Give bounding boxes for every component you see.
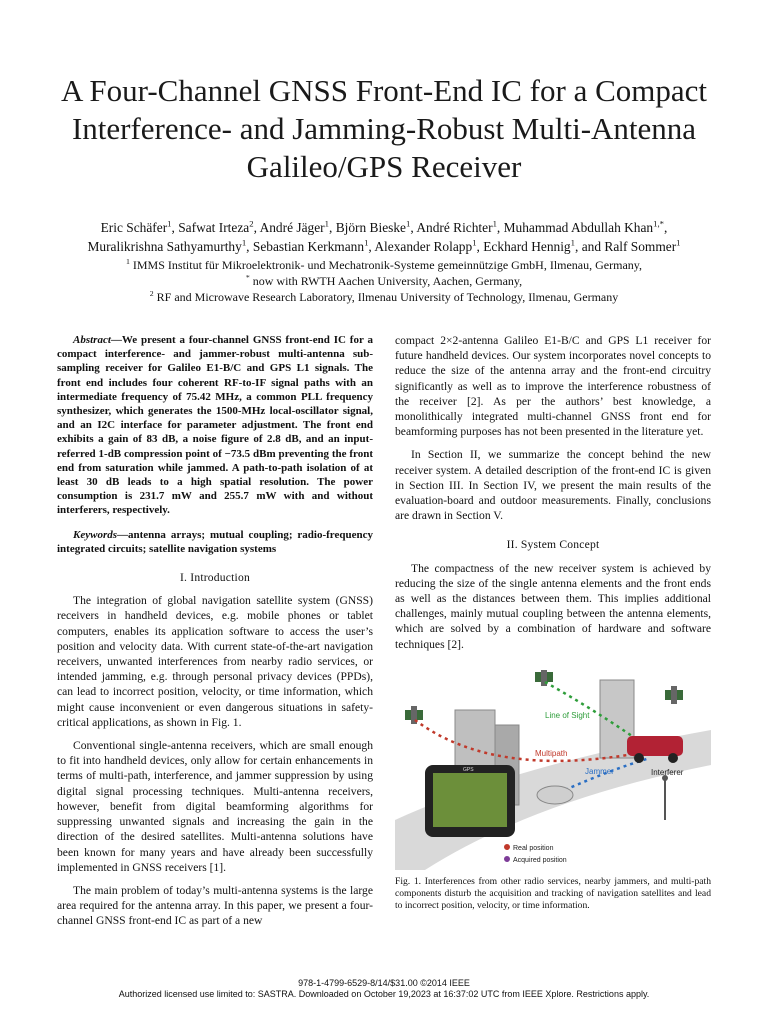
figure-1-illustration	[395, 670, 711, 870]
figure-1	[395, 670, 711, 870]
right-column	[395, 333, 711, 912]
author-affiliation-mark: 1	[241, 237, 247, 248]
acquired-position-marker	[504, 856, 510, 862]
author-name: Eric Schäfer	[100, 220, 168, 235]
section-heading-system-concept: II. System Concept	[506, 538, 600, 552]
author-affiliation-mark: 1	[472, 237, 477, 248]
left-column	[57, 333, 373, 937]
author-affiliation-mark: 1,*	[653, 218, 665, 229]
affiliation-line	[40, 257, 728, 273]
abstract-lead: Abstract	[73, 334, 111, 346]
jammer-label: Jammer	[585, 766, 614, 776]
author-name: Muralikrishna Sathyamurthy	[87, 239, 242, 254]
intro-paragraph-1: The integration of global navigation satellite system (GNSS) receivers in handheld devices, e.g. mobile phones or tablet computers, enables its application software to access the user’s position and velocity data. With current state-of-the-art navigation receivers, unwanted interferences from nearby radio services, or intended jamming, e.g. through personal privacy devices (PPDs), can lead to incorrect position, velocity, or time information, which might cause inconvenient or even dangerous situations in safety-critical applications, as shown in Fig. 1.	[57, 594, 373, 729]
affiliation-text: RF and Microwave Research Laboratory, Ilmenau University of Technology, Ilmenau, Germany	[153, 290, 619, 304]
author-line-1: Eric Schäfer$^1$, Safwat Irteza$^2$, André Jäger$^1$, Björn Bieske$^1$, André Richter$^1$, Muhammad Abdullah Khan$^{1,*}$,	[100, 218, 668, 235]
affiliation-mark: *	[245, 273, 250, 282]
author-affiliation-mark: 1	[406, 218, 411, 229]
real-position-label: Real position	[513, 844, 554, 852]
author-name: Eckhard Hennig	[483, 239, 571, 254]
affiliation-line	[40, 273, 728, 289]
author-line-2: Muralikrishna Sathyamurthy$^1$, Sebastian Kerkmann$^1$, Alexander Rolapp$^1$, Eckhard Hennig$^1$, and Ralf Sommer$^1$	[87, 237, 681, 254]
author-name: André Richter	[416, 220, 493, 235]
author-name: Safwat Irteza	[178, 220, 250, 235]
affiliation-line	[40, 289, 728, 305]
multipath-label: Multipath	[535, 748, 568, 758]
keywords-text: —antenna arrays; mutual coupling; radio-frequency integrated circuits; satellite navigation systems	[57, 528, 373, 555]
author-name: Sebastian Kerkmann	[252, 239, 365, 254]
figure-1-caption: Fig. 1. Interferences from other radio services, nearby jammers, and multi-path components disturb the acquisition and tracking of navigation satellites and lead to incorrect position, velocity, or time information.	[395, 875, 711, 911]
abstract-text: —We present a four-channel GNSS front-end IC for a compact interference- and jammer-robust multi-antenna sub-sampling receiver for Galileo E1-B/C and GPS L1 signals. The front end includes four coherent RF-to-IF signal paths with an intermediate frequency of 75.42 MHz, a common PLL frequency synthesizer, which generates the 1500-MHz local-oscillator signal, and an I2C interface for parameter adjustment. The front end exhibits a gain of 83 dB, a noise figure of 2.8 dB, and an input-referred 1-dB compression point of −73.5 dBm preventing the front end from saturation while jammed. A path-to-path isolation of at least 30 dB leads to a high spatial resolution. The power consumption is 231.7 mW and 255.7 mW with and without interferers, respectively.	[57, 334, 373, 517]
affiliations	[40, 257, 728, 305]
author-affiliation-mark: 1	[570, 237, 575, 248]
interferer-tower-icon	[662, 775, 668, 820]
line-of-sight-label: Line of Sight	[545, 710, 590, 720]
section-heading-introduction: I. Introduction	[180, 571, 250, 585]
gps-device-icon	[425, 765, 515, 837]
author-list	[40, 218, 728, 256]
affiliation-text: IMMS Institut für Mikroelektronik- und Mechatronik-Systeme gemeinnützige GmbH, Ilmenau, Germany,	[129, 258, 643, 272]
author-affiliation-mark: 1	[324, 218, 329, 229]
real-position-marker	[504, 844, 510, 850]
author-name: André Jäger	[259, 220, 325, 235]
intro-paragraph-3: The main problem of today’s multi-antenna systems is the large area required for the antenna array. In this paper, we present a four-channel GNSS front-end IC as part of a new	[57, 883, 373, 928]
paper-title: A Four-Channel GNSS Front-End IC for a Compact Interference- and Jamming-Robust Multi-Antenna Galileo/GPS Receiver	[60, 73, 708, 184]
author-name: Muhammad Abdullah Khan	[503, 220, 654, 235]
system-paragraph-1: The compactness of the new receiver system is achieved by reducing the size of the single antenna elements and the front ends as well as the distances between them. This implies additional challenges, mainly mutual coupling between the antenna elements, which are solved by a combination of hardware and software techniques [2].	[395, 561, 711, 651]
acquired-position-label: Acquired position	[513, 856, 567, 864]
abstract	[57, 333, 373, 518]
author-affiliation-mark: 1	[676, 237, 681, 248]
author-affiliation-mark: 1	[167, 218, 172, 229]
affiliation-text: now with RWTH Aachen University, Aachen, Germany,	[249, 274, 523, 288]
interferer-label: Interferer	[651, 767, 684, 777]
footer-license: Authorized licensed use limited to: SASTRA. Downloaded on October 19,2023 at 16:37:02 UTC from IEEE Xplore. Restrictions apply.	[118, 989, 650, 999]
satellite-icon	[405, 706, 423, 724]
gps-screen-label: GPS	[463, 766, 474, 773]
author-name: Ralf Sommer	[604, 239, 677, 254]
keywords-lead: Keywords	[73, 528, 117, 541]
intro-paragraph-2: Conventional single-antenna receivers, which are small enough to fit into handheld devices, only allow for certain enhancements in terms of multi-path, interference, and jammer suppression by using digital signal processing techniques. Multi-antenna receivers, however, benefit from digital beamforming algorithms for suppressing unwanted signals and increasing the gain in the direction of the desired satellites. Multi-antenna solutions have been known for many years and have already been successfully implemented in GNSS receivers [1].	[57, 739, 373, 874]
author-affiliation-mark: 2	[249, 218, 254, 229]
author-affiliation-mark: 1	[364, 237, 369, 248]
author-name: Alexander Rolapp	[374, 239, 473, 254]
footer-copyright: 978-1-4799-6529-8/14/$31.00 ©2014 IEEE	[298, 978, 470, 988]
author-name: Björn Bieske	[335, 220, 406, 235]
satellite-icon	[665, 686, 683, 704]
page-footer	[0, 978, 768, 1000]
right-paragraph-2: In Section II, we summarize the concept behind the new receiver system. A detailed description of the front-end IC is given in Section III. In Section IV, we present the main results of the evaluation-board and outdoor measurements. Finally, conclusions are drawn in Section V.	[395, 448, 711, 523]
author-affiliation-mark: 1	[492, 218, 497, 229]
affiliation-mark: 2	[149, 289, 154, 298]
jammer-car-icon	[537, 786, 573, 804]
affiliation-mark: 1	[125, 257, 130, 266]
right-paragraph-1: compact 2×2-antenna Galileo E1-B/C and GPS L1 receiver for future handheld devices. Our system incorporates novel concepts to reduce the size of the antenna array and the front-end circuitry significantly as well as to improve the interference robustness of the receiver [2]. As per the authors’ best knowledge, a monolithically integrated multi-channel GNSS front end for beamforming purposes has not been presented in the literature yet.	[395, 334, 711, 439]
keywords	[57, 528, 373, 556]
satellite-icon	[535, 670, 553, 686]
